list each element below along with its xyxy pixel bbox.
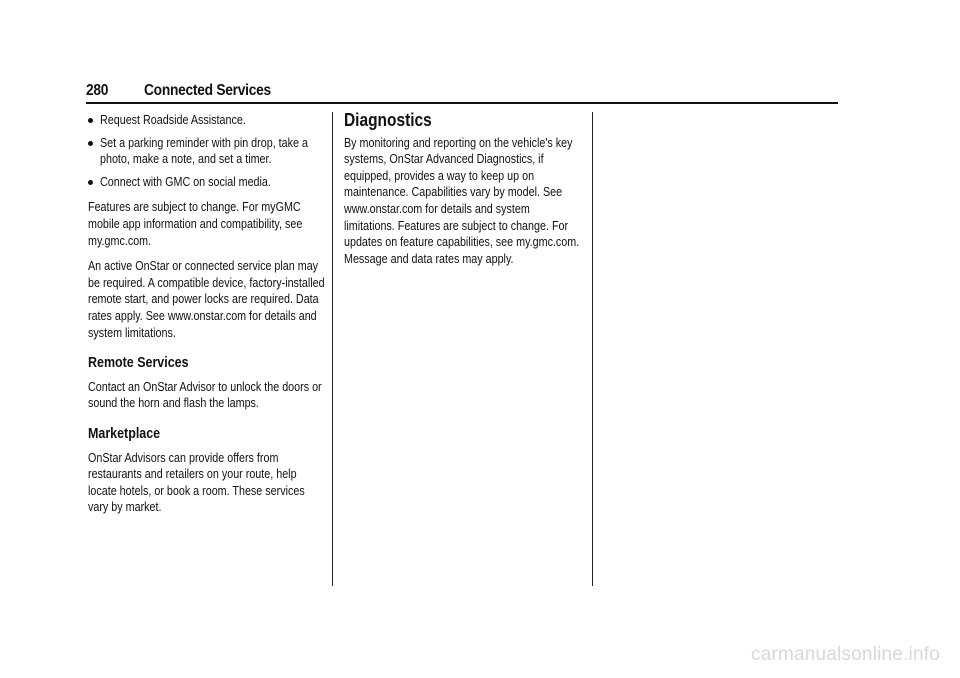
- diagnostics-body: By monitoring and reporting on the vehicle's key systems, OnStar Advanced Diagnostics, if equipped, provides a way to keep up on maintenance. Capabilities vary by model. See www.onstar.com for details and system limitations. Features are subject to change. For updates on feature capabilities, see my.gmc.com. Message and data rates may apply.: [344, 135, 580, 266]
- list-item: [88, 135, 326, 168]
- bullet-icon: [88, 118, 93, 123]
- list-item: [88, 112, 326, 129]
- list-item-text: Connect with GMC on social media.: [100, 174, 271, 189]
- list-item: [88, 174, 326, 191]
- column-divider: [592, 112, 593, 586]
- watermark: carmanualsonline.info: [750, 644, 940, 665]
- bullet-icon: [88, 141, 93, 146]
- page-number: 280: [86, 82, 109, 99]
- remote-services-heading: Remote Services: [88, 355, 189, 372]
- marketplace-body: OnStar Advisors can provide offers from restaurants and retailers on your route, help locate hotels, or book a room. These services vary by market.: [88, 450, 305, 515]
- remote-services-body: Contact an OnStar Advisor to unlock the doors or sound the horn and flash the lamps.: [88, 379, 322, 411]
- feature-bullet-list: [88, 112, 326, 190]
- bullet-icon: [88, 180, 93, 185]
- column-divider: [332, 112, 333, 586]
- left-column: [88, 112, 326, 525]
- section-title: Connected Services: [144, 82, 271, 99]
- marketplace-heading: Marketplace: [88, 425, 161, 442]
- service-plan-paragraph: An active OnStar or connected service plan may be required. A compatible device, factory-installed remote start, and power locks are required. Data rates apply. See www.onstar.com for details and system limitations.: [88, 259, 325, 340]
- list-item-text: Set a parking reminder with pin drop, take a photo, make a note, and set a timer.: [100, 135, 308, 167]
- list-item-text: Request Roadside Assistance.: [100, 113, 246, 127]
- diagnostics-heading: Diagnostics: [344, 110, 432, 130]
- middle-column: [344, 112, 582, 276]
- features-paragraph: Features are subject to change. For myGMC mobile app information and compatibility, see my.gmc.com.: [88, 200, 303, 248]
- page-header: [86, 82, 838, 104]
